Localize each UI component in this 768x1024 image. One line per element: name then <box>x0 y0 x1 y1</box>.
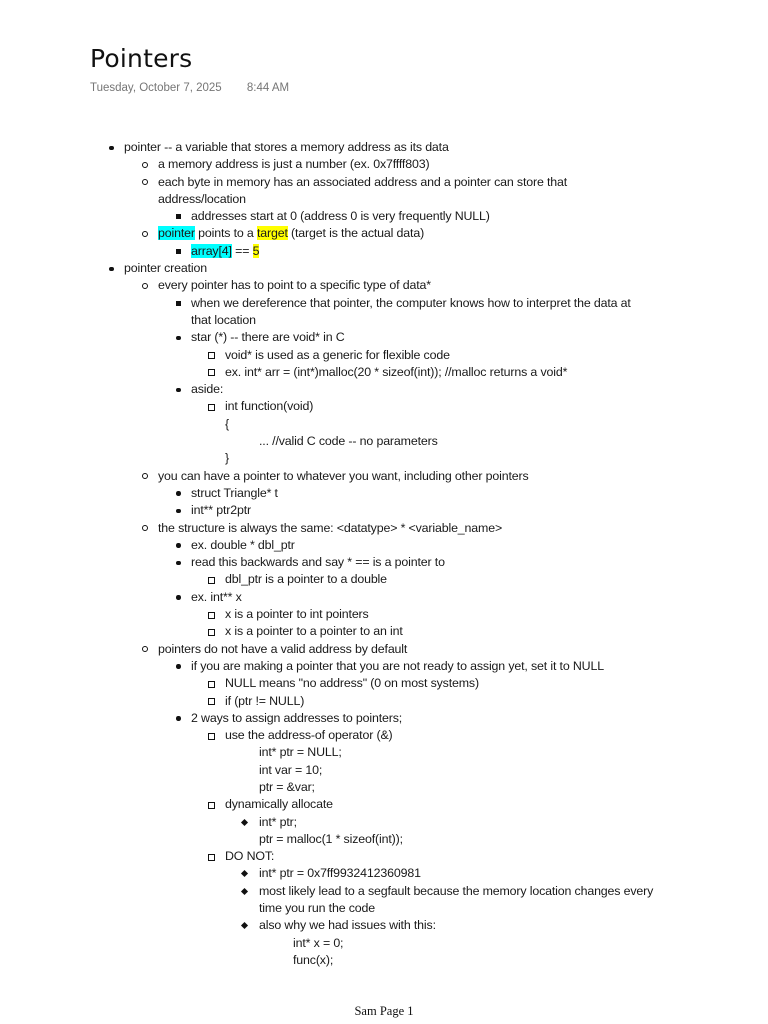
note-line <box>0 433 768 450</box>
note-text: struct Triangle* t <box>191 485 278 500</box>
note-text: int* x = 0; <box>293 935 344 950</box>
note-line <box>0 156 768 173</box>
note-line <box>0 952 768 969</box>
bullet-box-icon <box>208 698 215 705</box>
note-line <box>0 225 768 242</box>
note-text: pointer creation <box>124 261 208 276</box>
note-line <box>0 623 768 640</box>
note-line <box>0 779 768 796</box>
bullet-box-icon <box>208 352 215 359</box>
note-line <box>0 347 768 364</box>
note-line <box>0 554 768 571</box>
note-text: time you run the code <box>259 901 376 916</box>
note-text: aside: <box>191 382 224 397</box>
page-time: 8:44 AM <box>246 82 290 94</box>
note-line <box>0 416 768 433</box>
note-text: { <box>225 416 229 431</box>
note-text: ex. int** x <box>191 589 242 604</box>
note-text: every pointer has to point to a specific type of data* <box>158 278 431 293</box>
note-line <box>0 606 768 623</box>
note-line <box>0 831 768 848</box>
note-text: dynamically allocate <box>225 797 333 812</box>
note-line <box>0 571 768 588</box>
bullet-square-icon <box>176 214 181 219</box>
note-text: you can have a pointer to whatever you want, including other pointers <box>158 468 529 483</box>
bullet-box-icon <box>208 802 215 809</box>
bullet-dot-icon <box>176 595 181 600</box>
bullet-square-icon <box>176 249 181 254</box>
note-line <box>0 935 768 952</box>
bullet-box-icon <box>208 854 215 861</box>
note-line <box>0 398 768 415</box>
bullet-ring-icon <box>142 179 148 185</box>
note-text-part: == <box>231 243 253 258</box>
note-text: x is a pointer to a pointer to an int <box>225 624 403 639</box>
note-line <box>0 485 768 502</box>
bullet-diamond-icon <box>241 870 248 877</box>
note-text: that location <box>191 312 256 327</box>
note-line <box>0 900 768 917</box>
note-line <box>0 364 768 381</box>
note-line <box>0 174 768 191</box>
note-line <box>0 796 768 813</box>
bullet-box-icon <box>208 612 215 619</box>
note-text: use the address-of operator (&) <box>225 728 393 743</box>
note-line <box>0 727 768 744</box>
note-text: int* ptr = NULL; <box>259 745 342 760</box>
note-text: star (*) -- there are void* in C <box>191 330 345 345</box>
note-line <box>0 450 768 467</box>
note-line <box>0 329 768 346</box>
bullet-dot-icon <box>176 716 181 721</box>
note-text: when we dereference that pointer, the computer knows how to interpret the data at <box>191 295 631 310</box>
note-text-part: (target is the actual data) <box>287 226 425 241</box>
highlight-pointer: pointer <box>158 226 195 241</box>
note-text: if you are making a pointer that you are not ready to assign yet, set it to NULL <box>191 658 604 673</box>
note-text: ex. int* arr = (int*)malloc(20 * sizeof(int)); //malloc returns a void* <box>225 364 568 379</box>
note-line <box>0 744 768 761</box>
note-text: int** ptr2ptr <box>191 503 252 518</box>
note-text: ... //valid C code -- no parameters <box>259 434 438 449</box>
note-line <box>0 537 768 554</box>
note-line <box>0 917 768 934</box>
note-text: most likely lead to a segfault because the memory location changes every <box>259 883 654 898</box>
note-text-part: points to a <box>194 226 257 241</box>
note-outline[interactable] <box>0 139 768 969</box>
bullet-dot-icon <box>176 388 181 393</box>
note-text: also why we had issues with this: <box>259 918 436 933</box>
bullet-dot-icon <box>176 336 181 341</box>
note-text <box>191 243 259 260</box>
note-line <box>0 693 768 710</box>
note-text: if (ptr != NULL) <box>225 693 305 708</box>
bullet-ring-icon <box>142 646 148 652</box>
note-line <box>0 243 768 260</box>
note-line <box>0 381 768 398</box>
note-text: pointers do not have a valid address by default <box>158 641 408 656</box>
bullet-dot-icon <box>176 509 181 514</box>
highlight-target: target <box>256 226 288 241</box>
bullet-dot-icon <box>176 491 181 496</box>
note-text: int function(void) <box>225 399 314 414</box>
note-text: void* is used as a generic for flexible code <box>225 347 450 362</box>
note-text: pointer -- a variable that stores a memory address as its data <box>124 140 449 154</box>
bullet-ring-icon <box>142 162 148 168</box>
note-line <box>0 139 768 156</box>
bullet-box-icon <box>208 629 215 636</box>
note-line <box>0 658 768 675</box>
page-timestamp <box>90 82 289 94</box>
bullet-diamond-icon <box>241 888 248 895</box>
bullet-ring-icon <box>142 473 148 479</box>
note-line <box>0 589 768 606</box>
note-text: NULL means "no address" (0 on most systems) <box>225 676 479 691</box>
note-text: ex. double * dbl_ptr <box>191 537 295 552</box>
note-line <box>0 675 768 692</box>
bullet-dot-icon <box>109 267 114 272</box>
note-text: } <box>225 451 229 466</box>
note-line <box>0 848 768 865</box>
note-line <box>0 468 768 485</box>
bullet-dot-icon <box>176 543 181 548</box>
note-line <box>0 295 768 312</box>
bullet-ring-icon <box>142 283 148 289</box>
bullet-box-icon <box>208 369 215 376</box>
note-line <box>0 277 768 294</box>
bullet-box-icon <box>208 404 215 411</box>
note-line <box>0 883 768 900</box>
page-footer: Sam Page 1 <box>354 1004 414 1018</box>
note-text: int* ptr = 0x7ff9932412360981 <box>259 866 421 881</box>
page-title: Pointers <box>90 44 193 73</box>
bullet-box-icon <box>208 681 215 688</box>
note-line <box>0 814 768 831</box>
bullet-dot-icon <box>109 146 114 151</box>
note-text: the structure is always the same: <datatype> * <variable_name> <box>158 520 503 535</box>
bullet-diamond-icon <box>241 819 248 826</box>
note-text: DO NOT: <box>225 849 275 864</box>
note-text: ptr = &var; <box>259 779 315 794</box>
note-line <box>0 865 768 882</box>
note-line <box>0 762 768 779</box>
bullet-dot-icon <box>176 561 181 566</box>
note-text: dbl_ptr is a pointer to a double <box>225 572 387 587</box>
note-text: ptr = malloc(1 * sizeof(int)); <box>259 831 403 846</box>
note-text: addresses start at 0 (address 0 is very frequently NULL) <box>191 209 490 224</box>
note-text: int var = 10; <box>259 762 323 777</box>
note-line <box>0 520 768 537</box>
bullet-box-icon <box>208 733 215 740</box>
note-text: each byte in memory has an associated address and a pointer can store that <box>158 174 568 189</box>
note-line <box>0 260 768 277</box>
note-line <box>0 208 768 225</box>
note-text: func(x); <box>293 952 334 967</box>
note-text: address/location <box>158 191 246 206</box>
highlight-value: 5 <box>252 243 260 258</box>
bullet-ring-icon <box>142 525 148 531</box>
bullet-diamond-icon <box>241 922 248 929</box>
note-text: 2 ways to assign addresses to pointers; <box>191 710 403 725</box>
page-date: Tuesday, October 7, 2025 <box>90 82 222 94</box>
note-text: a memory address is just a number (ex. 0x7ffff803) <box>158 157 430 172</box>
note-text: x is a pointer to int pointers <box>225 607 369 622</box>
bullet-dot-icon <box>176 664 181 669</box>
bullet-square-icon <box>176 301 181 306</box>
highlight-array: array[4] <box>191 243 232 258</box>
note-text: read this backwards and say * == is a pointer to <box>191 555 445 570</box>
note-line <box>0 312 768 329</box>
note-text: int* ptr; <box>259 814 297 829</box>
bullet-box-icon <box>208 577 215 584</box>
note-text <box>158 225 424 242</box>
note-line <box>0 502 768 519</box>
note-line <box>0 191 768 208</box>
note-line <box>0 641 768 658</box>
bullet-ring-icon <box>142 231 148 237</box>
note-line <box>0 710 768 727</box>
